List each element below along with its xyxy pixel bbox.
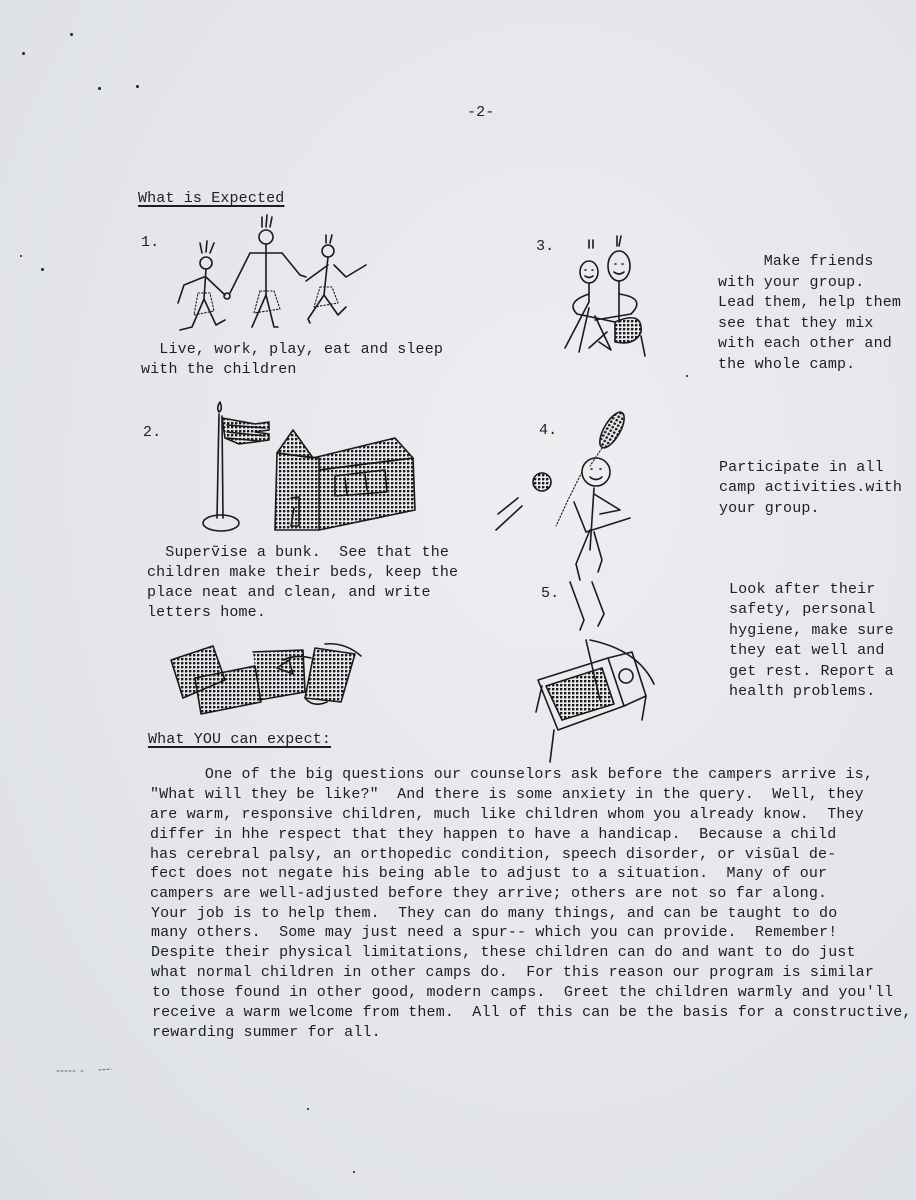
item-3-line-2: with your group.: [718, 274, 865, 291]
item-3-line-3: Lead them, help them: [718, 294, 902, 311]
two-friends-illustration: [555, 232, 650, 362]
item-2-line-2: children make their beds, keep the: [147, 564, 459, 581]
tennis-player-illustration: [490, 410, 640, 585]
item-4-line-1: Participate in all: [719, 459, 884, 476]
paragraph-line: One of the big questions our counselors ask before the campers arrive is,: [150, 766, 873, 783]
paragraph-line: to those found in other good, modern camps. Greet the children warmly and you'll: [152, 984, 894, 1001]
scan-speck: [307, 1108, 309, 1110]
paragraph-line: receive a warm welcome from them. All of this can be the basis for a constructive,: [152, 1004, 912, 1021]
paragraph-line: campers are well-adjusted before they arrive; others are not so far along.: [150, 885, 828, 902]
paragraph-line: has cerebral palsy, an orthopedic condition, speech disorder, or visũal de-: [150, 846, 837, 863]
paragraph-line: "What will they be like?" And there is some anxiety in the query. Well, they: [150, 786, 864, 803]
item-5-line-5: get rest. Report a: [729, 663, 894, 680]
item-5-line-2: safety, personal: [729, 601, 876, 618]
item-2-line-3: place neat and clean, and write: [147, 584, 431, 601]
item-number-5: 5.: [541, 585, 560, 602]
page-number: -2-: [467, 104, 495, 121]
scan-speck: [686, 375, 688, 377]
item-3-line-5: with each other and: [718, 335, 892, 352]
paragraph-line: differ in hhe respect that they happen to have a handicap. Because a child: [150, 826, 837, 843]
scan-mark: [55, 1068, 115, 1074]
item-5-line-3: hygiene, make sure: [729, 622, 894, 639]
item-number-2: 2.: [143, 424, 162, 441]
section-heading-what-you-can-expect: What YOU can expect:: [148, 731, 332, 748]
item-number-3: 3.: [536, 238, 555, 255]
item-3-line-4: see that they mix: [718, 315, 874, 332]
flagpole-and-cabin-illustration: [195, 398, 425, 538]
item-3-line-1: Make friends: [718, 253, 874, 270]
item-number-4: 4.: [539, 422, 558, 439]
item-number-1: 1.: [141, 234, 160, 251]
paragraph-line: Your job is to help them. They can do many things, and can be taught to do: [151, 905, 838, 922]
paragraph-line: fect does not negate his being able to adjust to a situation. Many of our: [150, 865, 828, 882]
section-heading-what-is-expected: What is Expected: [138, 190, 285, 207]
scan-speck: [98, 87, 101, 90]
scan-speck: [20, 255, 22, 257]
paragraph-line: Despite their physical limitations, these children can do and want to do just: [151, 944, 856, 961]
item-2-line-4: letters home.: [147, 604, 266, 621]
three-stick-figures-illustration: [170, 215, 370, 340]
item-4-line-3: your group.: [719, 500, 820, 517]
item-1-line-2: with the children: [141, 361, 297, 378]
scan-speck: [41, 268, 44, 271]
item-5-line-1: Look after their: [729, 581, 876, 598]
scan-speck: [22, 52, 25, 55]
scan-speck: [136, 85, 139, 88]
paragraph-line: are warm, responsive children, much like children whom you already know. They: [150, 806, 864, 823]
scan-speck: [353, 1171, 355, 1173]
scan-speck: [70, 33, 73, 36]
paragraph-line: many others. Some may just need a spur-- which you can provide. Remember!: [151, 924, 838, 941]
item-5-line-4: they eat well and: [729, 642, 885, 659]
item-3-line-6: the whole camp.: [718, 356, 856, 373]
item-2-line-1: Superṽise a bunk. See that the: [147, 544, 449, 561]
item-5-line-6: health problems.: [729, 683, 876, 700]
paragraph-line: rewarding summer for all.: [152, 1024, 381, 1041]
item-4-line-2: camp activities.with: [719, 479, 903, 496]
item-1-line-1: Live, work, play, eat and sleep: [141, 341, 443, 358]
letters-and-papers-illustration: [165, 638, 370, 718]
child-in-bed-illustration: [528, 580, 663, 765]
paragraph-line: what normal children in other camps do. For this reason our program is similar: [151, 964, 874, 981]
